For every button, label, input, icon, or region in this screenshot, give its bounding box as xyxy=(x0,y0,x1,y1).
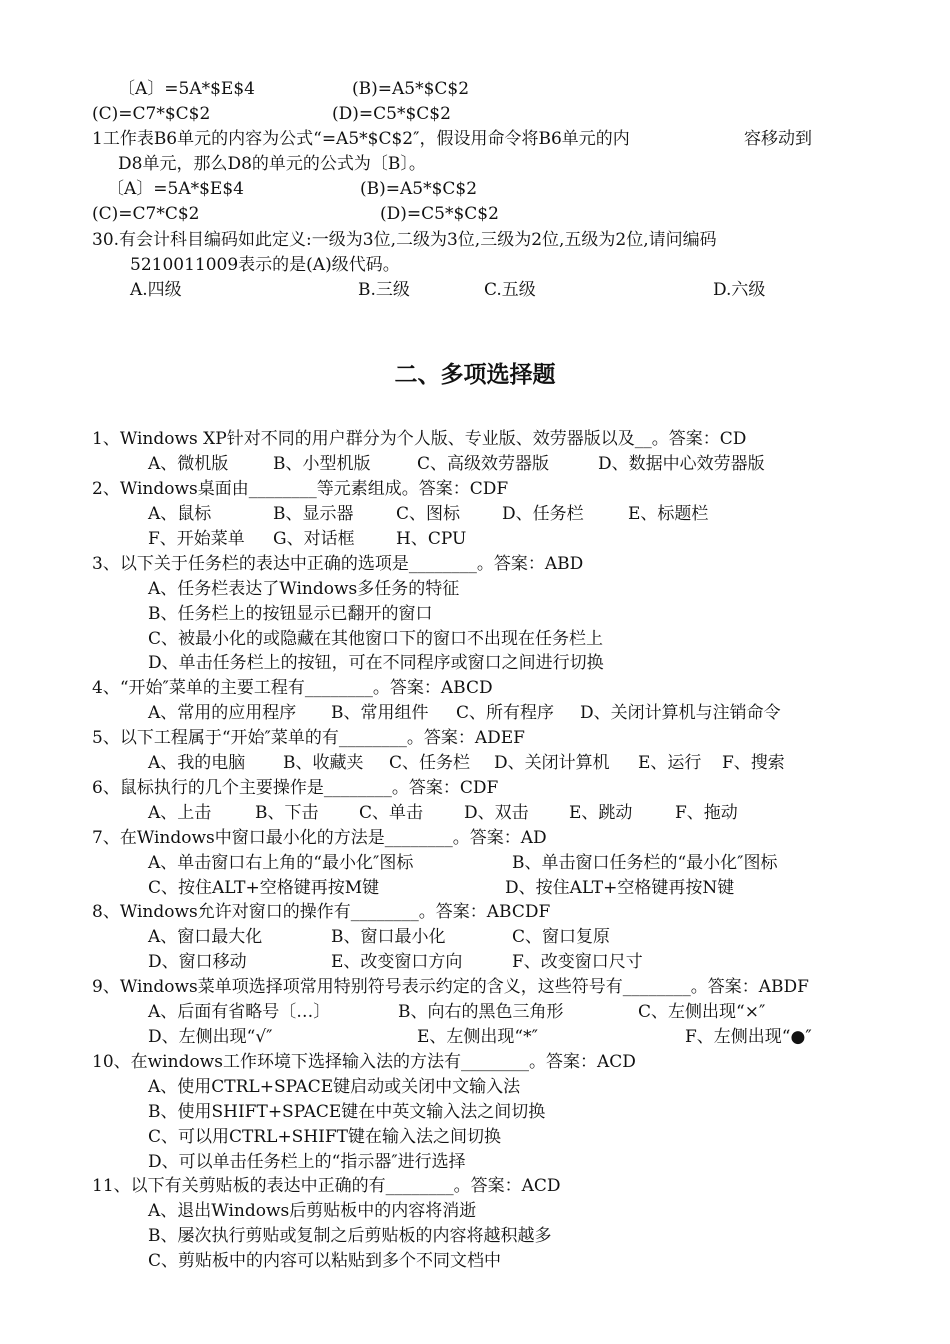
option: A、我的电脑 xyxy=(148,753,246,773)
option: D、单击任务栏上的按钮，可在不同程序或窗口之间进行切换 xyxy=(148,653,604,673)
option: F、改变窗口尺寸 xyxy=(512,952,643,972)
option: D、可以单击任务栏上的“指示器″进行选择 xyxy=(148,1152,466,1172)
option: F、拖动 xyxy=(675,803,738,823)
option: C、高级效劳器版 xyxy=(417,454,550,474)
option: C、剪贴板中的内容可以粘贴到多个不同文档中 xyxy=(148,1251,502,1271)
option: E、跳动 xyxy=(569,803,633,823)
option: C、按住ALT+空格键再按M键 xyxy=(148,878,380,898)
option: C、单击 xyxy=(359,803,424,823)
option: A、后面有省略号〔…〕 xyxy=(148,1002,331,1022)
question-stem: 2、Windows桌面由________等元素组成。答案：CDF xyxy=(92,479,509,499)
option-b: (B)=A5*$C$2 xyxy=(352,79,470,99)
option: D、数据中心效劳器版 xyxy=(598,454,765,474)
option: B、使用SHIFT+SPACE键在中英文输入法之间切换 xyxy=(148,1102,546,1122)
option: B、下击 xyxy=(255,803,319,823)
question-stem: 9、Windows菜单项选择项常用特别符号表示约定的含义，这些符号有________。答案：ABDF xyxy=(92,977,809,997)
section-title: 二、多项选择题 xyxy=(394,362,556,388)
question-stem: 1、Windows XP针对不同的用户群分为个人版、专业版、效劳器版以及__。答案：CD xyxy=(92,429,747,449)
option-c: C.五级 xyxy=(484,280,536,300)
option: C、所有程序 xyxy=(456,703,555,723)
option-b: (B)=A5*$C$2 xyxy=(360,179,478,199)
option: E、运行 xyxy=(638,753,702,773)
option: B、任务栏上的按钮显示已翻开的窗口 xyxy=(148,604,433,624)
option-c: (C)=C7*$C$2 xyxy=(92,104,211,124)
question-stem: 7、在Windows中窗口最小化的方法是________。答案：AD xyxy=(92,828,547,848)
option: A、窗口最大化 xyxy=(148,927,263,947)
option: A、单击窗口右上角的“最小化″图标 xyxy=(148,853,414,873)
option: C、可以用CTRL+SHIFT键在输入法之间切换 xyxy=(148,1127,502,1147)
question-stem: D8单元，那么D8的单元的公式为〔B〕。 xyxy=(118,154,426,174)
question-stem: 8、Windows允许对窗口的操作有________。答案：ABCDF xyxy=(92,902,551,922)
option: A、微机版 xyxy=(148,454,229,474)
option: G、对话框 xyxy=(273,529,355,549)
question-stem: 11、以下有关剪贴板的表达中正确的有________。答案：ACD xyxy=(92,1176,561,1196)
option: C、左侧出现“×″ xyxy=(638,1002,766,1022)
option: C、任务栏 xyxy=(389,753,471,773)
option-d: (D)=C5*$C$2 xyxy=(332,104,451,124)
option: B、单击窗口任务栏的“最小化″图标 xyxy=(512,853,778,873)
option: C、窗口复原 xyxy=(512,927,611,947)
option: B、向右的黑色三角形 xyxy=(398,1002,564,1022)
option: B、小型机版 xyxy=(273,454,371,474)
option: D、按住ALT+空格键再按N键 xyxy=(505,878,735,898)
option-a: A.四级 xyxy=(130,280,182,300)
question-stem: 30.有会计科目编码如此定义:一级为3位,二级为3位,三级为2位,五级为2位,请问编码 xyxy=(92,230,717,250)
option-a: 〔A〕=5A*$E$4 xyxy=(118,79,255,99)
option-c: (C)=C7*C$2 xyxy=(92,204,200,224)
option: A、常用的应用程序 xyxy=(148,703,297,723)
question-stem-cont: 容移动到 xyxy=(744,129,812,149)
option: D、关闭计算机与注销命令 xyxy=(580,703,781,723)
option: D、双击 xyxy=(464,803,529,823)
option: E、左侧出现“*″ xyxy=(417,1027,538,1047)
option: C、图标 xyxy=(396,504,461,524)
option-a: 〔A〕=5A*$E$4 xyxy=(107,179,244,199)
option: F、开始菜单 xyxy=(148,529,245,549)
option: B、常用组件 xyxy=(331,703,429,723)
option: B、窗口最小化 xyxy=(331,927,446,947)
question-stem: 1工作表B6单元的内容为公式“=A5*$C$2″，假设用命令将B6单元的内 xyxy=(92,129,630,149)
option: D、任务栏 xyxy=(502,504,584,524)
question-stem: 5、以下工程属于“开始″菜单的有________。答案：ADEF xyxy=(92,728,525,748)
question-stem: 3、以下关于任务栏的表达中正确的选项是________。答案：ABD xyxy=(92,554,584,574)
option: F、左侧出现“●″ xyxy=(685,1027,812,1047)
question-stem: 5210011009表示的是(A)级代码。 xyxy=(130,255,400,275)
option-d: D.六级 xyxy=(713,280,766,300)
question-stem: 10、在windows工作环境下选择输入法的方法有________。答案：ACD xyxy=(92,1052,636,1072)
option-b: B.三级 xyxy=(358,280,410,300)
option: B、收藏夹 xyxy=(283,753,364,773)
option: D、关闭计算机 xyxy=(494,753,610,773)
question-stem: 6、鼠标执行的几个主要操作是________。答案：CDF xyxy=(92,778,499,798)
option-d: (D)=C5*$C$2 xyxy=(380,204,499,224)
option: E、标题栏 xyxy=(628,504,709,524)
option: C、被最小化的或隐藏在其他窗口下的窗口不出现在任务栏上 xyxy=(148,629,604,649)
option: D、窗口移动 xyxy=(148,952,247,972)
option: A、使用CTRL+SPACE键启动或关闭中文输入法 xyxy=(148,1077,521,1097)
option: H、CPU xyxy=(396,529,467,549)
option: D、左侧出现“√″ xyxy=(148,1027,273,1047)
option: F、搜索 xyxy=(722,753,785,773)
option: E、改变窗口方向 xyxy=(331,952,463,972)
option: A、退出Windows后剪贴板中的内容将消逝 xyxy=(148,1201,477,1221)
option: B、显示器 xyxy=(273,504,354,524)
option: B、屡次执行剪贴或复制之后剪贴板的内容将越积越多 xyxy=(148,1226,552,1246)
option: A、上击 xyxy=(148,803,212,823)
option: A、鼠标 xyxy=(148,504,212,524)
question-stem: 4、“开始″菜单的主要工程有________。答案：ABCD xyxy=(92,678,493,698)
option: A、任务栏表达了Windows多任务的特征 xyxy=(148,579,460,599)
